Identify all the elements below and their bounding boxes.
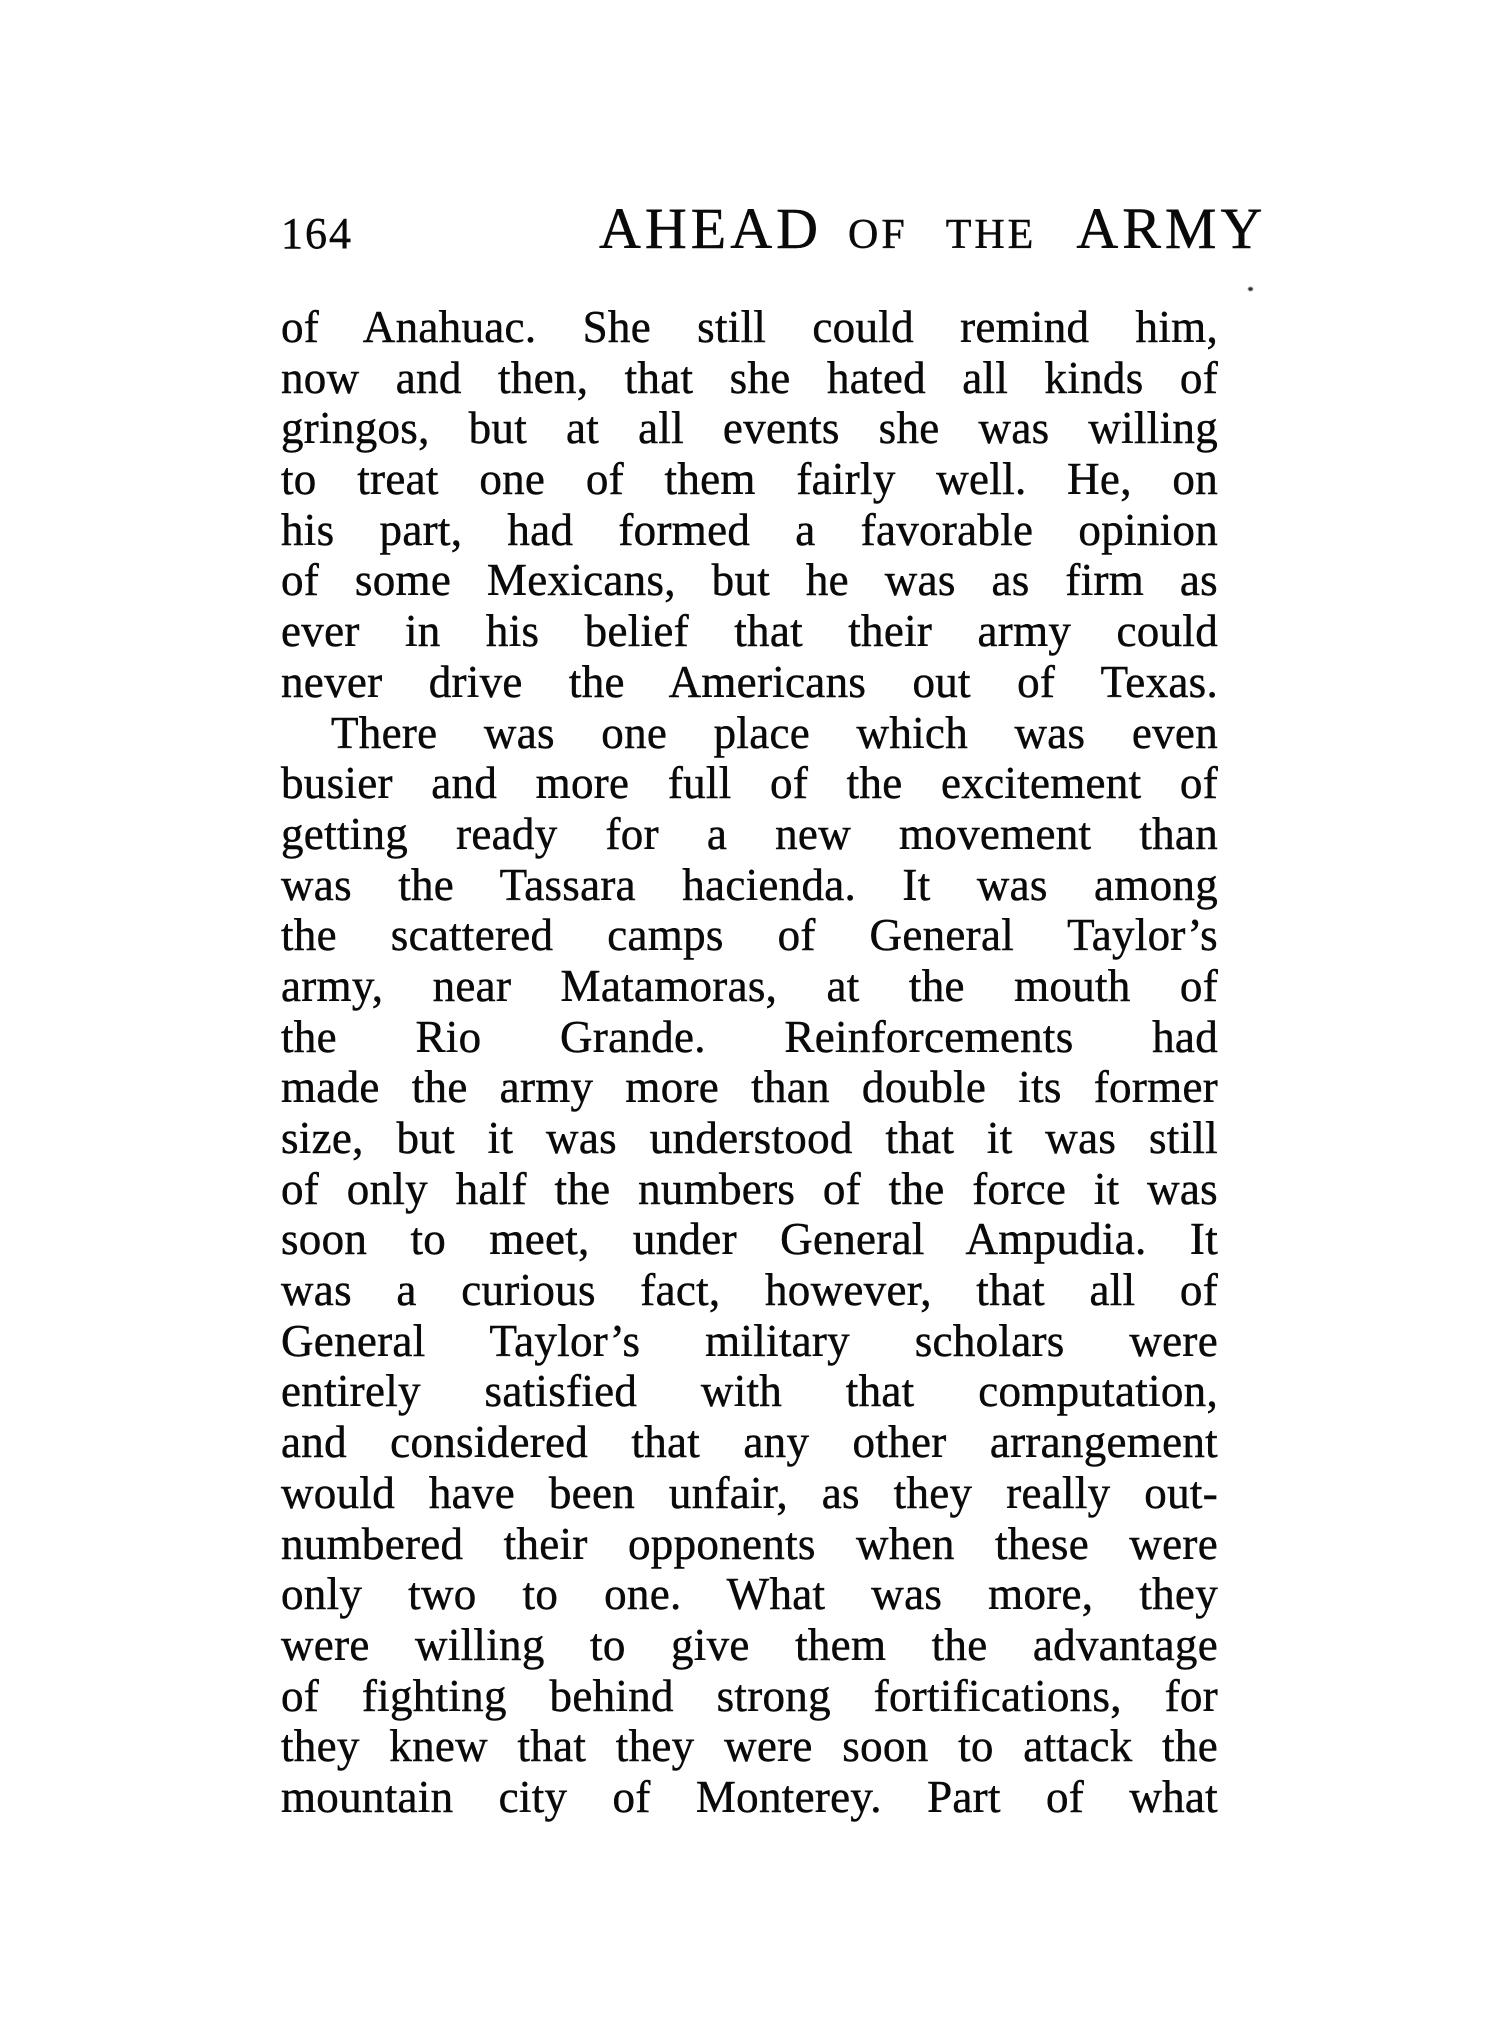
title-word-the: THE [945, 212, 1037, 258]
text-line: made the army more than double its former [281, 1062, 1218, 1113]
text-line: were willing to give them the advantage [281, 1619, 1218, 1670]
text-line: was a curious fact, however, that all of [281, 1265, 1218, 1316]
text-line: of fighting behind strong fortifications, for [281, 1670, 1218, 1721]
text-line: the scattered camps of General Taylor’s [281, 910, 1218, 961]
text-line: his part, had formed a favorable opinion [281, 504, 1218, 555]
text-line: now and then, that she hated all kinds of [281, 352, 1218, 403]
title-word-army: ARMY [1076, 196, 1267, 261]
text-line: to treat one of them fairly well. He, on [281, 454, 1218, 505]
text-line: of only half the numbers of the force it was [281, 1163, 1218, 1214]
ink-speck-artifact [1248, 287, 1253, 291]
text-line: only two to one. What was more, they [281, 1569, 1218, 1620]
text-line: mountain city of Monterey. Part of what [281, 1771, 1218, 1822]
text-line: army, near Matamoras, at the mouth of [281, 960, 1218, 1011]
text-column [281, 302, 1218, 1823]
text-line: getting ready for a new movement than [281, 808, 1218, 859]
running-header [0, 196, 1500, 261]
page-number: 164 [281, 209, 353, 258]
text-line: would have been unfair, as they really out- [281, 1467, 1218, 1518]
text-line: soon to meet, under General Ampudia. It [281, 1214, 1218, 1265]
text-line: gringos, but at all events she was willing [281, 403, 1218, 454]
page-title [599, 196, 1267, 261]
text-line: ever in his belief that their army could [281, 606, 1218, 657]
title-word-of: OF [847, 212, 908, 258]
text-line: size, but it was understood that it was still [281, 1113, 1218, 1163]
text-line: of Anahuac. She still could remind him, [281, 302, 1218, 352]
text-line: of some Mexicans, but he was as firm as [281, 555, 1218, 606]
text-line: There was one place which was even [331, 707, 1218, 758]
text-line: and considered that any other arrangement [281, 1417, 1218, 1468]
text-line: numbered their opponents when these were [281, 1518, 1218, 1569]
text-line: busier and more full of the excitement of [281, 758, 1218, 809]
text-line: they knew that they were soon to attack the [281, 1721, 1218, 1772]
text-line: was the Tassara hacienda. It was among [281, 859, 1218, 910]
text-line: never drive the Americans out of Texas. [281, 656, 1218, 707]
text-line: the Rio Grande. Reinforcements had [281, 1011, 1218, 1062]
text-line: entirely satisfied with that computation, [281, 1366, 1218, 1417]
title-word-ahead: AHEAD [599, 196, 822, 261]
text-line: General Taylor’s military scholars were [281, 1315, 1218, 1366]
